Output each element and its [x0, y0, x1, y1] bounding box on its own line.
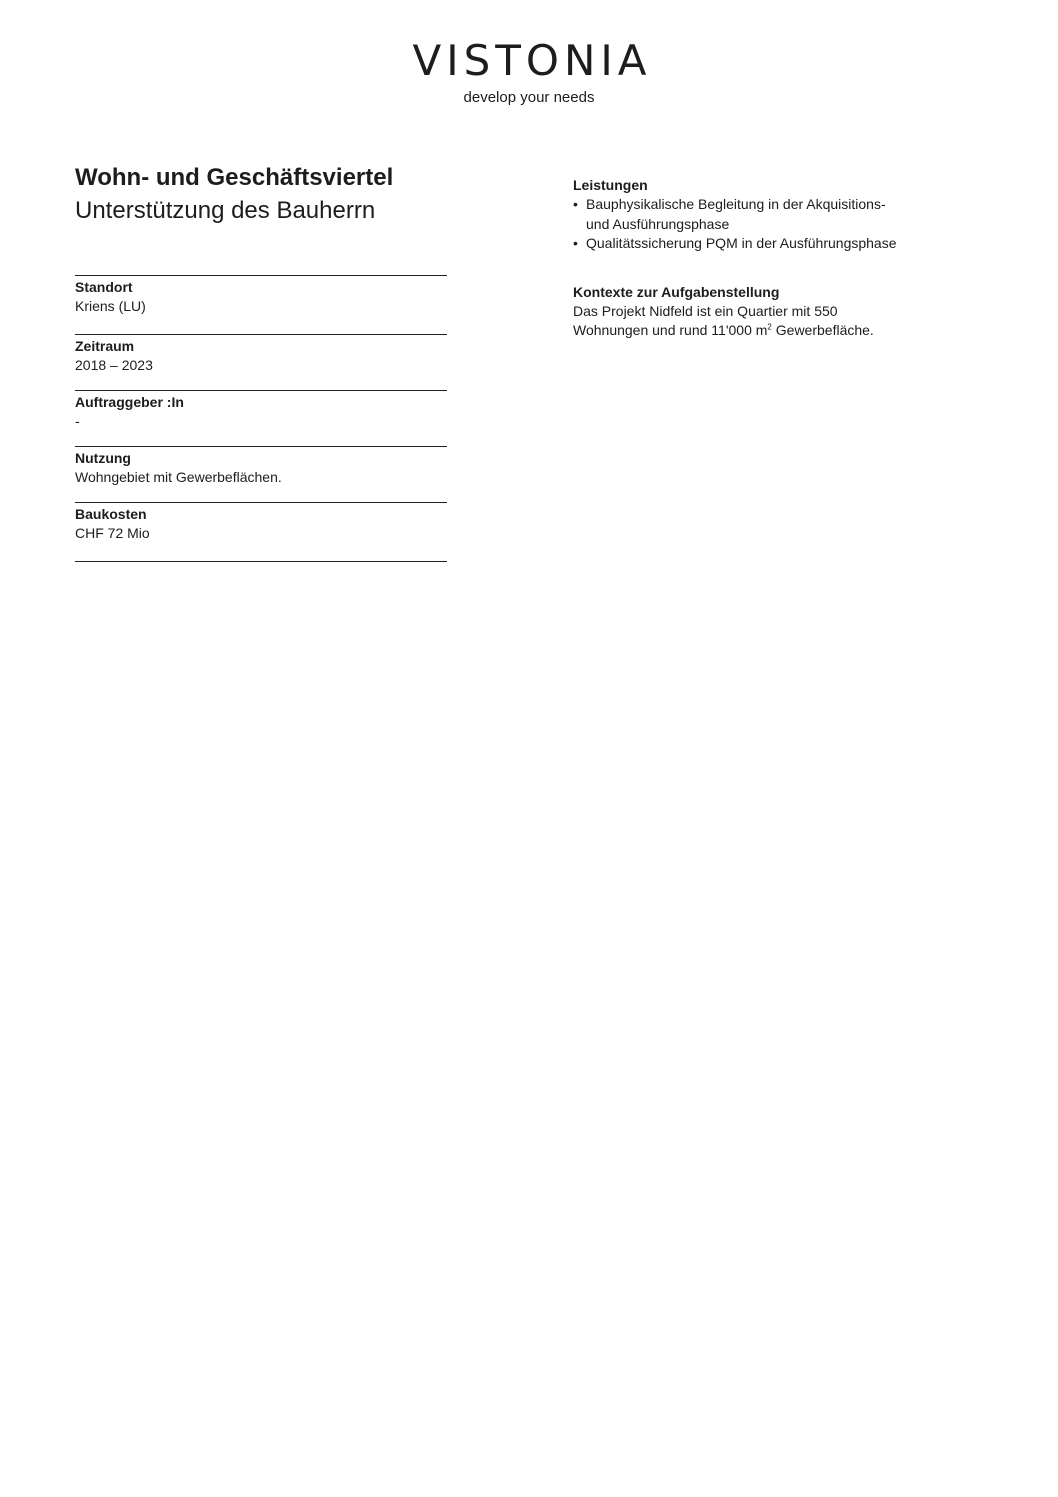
leistungen-list [573, 195, 933, 254]
list-item-line: und Ausführungsphase [586, 215, 730, 232]
fact-baukosten [75, 502, 447, 561]
fact-label: Nutzung [75, 450, 131, 466]
list-item [573, 234, 933, 254]
fact-standort [75, 275, 447, 334]
kontext-text [573, 302, 933, 341]
kontext-line-end: Gewerbefläche. [771, 322, 874, 338]
fact-label: Auftraggeber :In [75, 394, 184, 410]
fact-label: Standort [75, 279, 133, 295]
project-details [573, 176, 933, 341]
logo-tagline: develop your needs [463, 89, 595, 106]
bullet-icon: • [573, 235, 578, 251]
fact-value: CHF 72 Mio [75, 525, 150, 541]
project-subtitle: Unterstützung des Bauherrn [75, 197, 376, 224]
bullet-icon: • [573, 196, 578, 212]
kontext-line: Wohnungen und rund 11'000 m [573, 322, 768, 338]
fact-value: 2018 – 2023 [75, 357, 153, 373]
fact-label: Zeitraum [75, 338, 135, 354]
fact-value: Kriens (LU) [75, 298, 146, 314]
project-heading [75, 161, 447, 227]
kontext-heading: Kontexte zur Aufgabenstellung [573, 283, 780, 300]
leistungen-heading: Leistungen [573, 177, 648, 193]
kontext-block [573, 283, 933, 341]
superscript: 2 [767, 322, 772, 332]
fact-auftraggeber [75, 390, 447, 446]
fact-value: Wohngebiet mit Gewerbeflächen. [75, 469, 282, 485]
facts-bottom-rule [75, 561, 447, 562]
project-facts [75, 275, 447, 562]
fact-zeitraum [75, 334, 447, 390]
company-logo: VISTONIA [412, 36, 652, 85]
list-item-line: Qualitätssicherung PQM in der Ausführungsphase [586, 235, 897, 251]
kontext-line: Das Projekt Nidfeld ist ein Quartier mit 550 [573, 302, 838, 319]
fact-nutzung [75, 446, 447, 502]
list-item [573, 195, 933, 234]
fact-value: - [75, 413, 80, 429]
fact-label: Baukosten [75, 506, 147, 522]
list-item-line: Bauphysikalische Begleitung in der Akquisitions- [586, 196, 886, 212]
project-title: Wohn- und Geschäftsviertel [75, 164, 394, 191]
logo-block [0, 38, 1058, 108]
